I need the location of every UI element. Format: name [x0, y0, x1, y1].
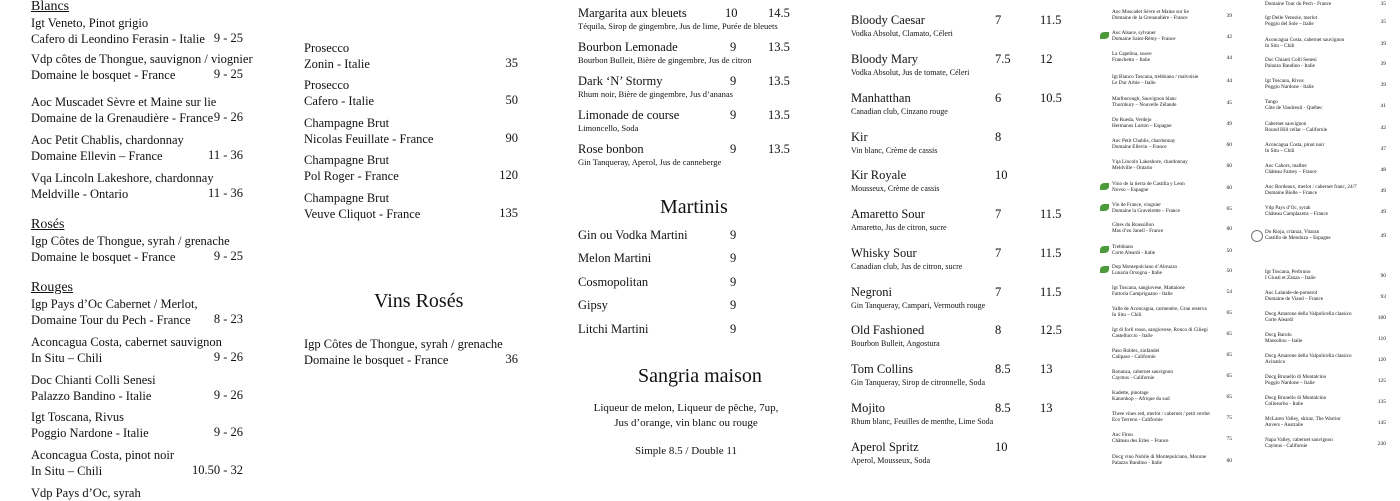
cocktail-name: Bloody Mary — [851, 52, 919, 66]
cocktail-name: Rose bonbon — [578, 142, 644, 156]
wine-name: Valle de Aconcagua, carmenère, Gran reserva — [1112, 306, 1207, 312]
wine-producer: Corte Aleardi - Italie — [1112, 250, 1156, 256]
cocktail-name: Tom Collins — [851, 362, 913, 376]
cocktail-ingredients: Gin Tanqueray, Sirop de citronnelle, Soda — [851, 378, 986, 387]
cocktail-price-double: 12.5 — [1040, 323, 1062, 337]
section-title-vins-roses: Vins Rosés — [374, 290, 464, 312]
wine-name: Aoc Muscadet Sèvre et Maine sur lie — [31, 95, 217, 109]
wine-producer: Poggio del Sole – Italie — [1265, 21, 1314, 27]
wine-price: 75 — [1226, 415, 1232, 421]
wine-price: 110 — [1377, 336, 1386, 342]
cocktail-price-single: 7 — [995, 285, 1002, 299]
wine-name: Aoc Alsace, sylvaner — [1112, 30, 1156, 36]
section-title-blancs: Blancs — [31, 0, 70, 14]
wine-price: 35 — [1380, 1, 1386, 7]
wine-price: 49 — [1380, 233, 1386, 239]
wine-name: Vdp côtes de Thongue, sauvignon / viognier — [31, 52, 253, 66]
wine-price: 54 — [1226, 289, 1232, 295]
martini-name: Melon Martini — [578, 251, 652, 265]
wine-price: 49 — [1226, 121, 1232, 127]
wine-name: Igp Pays d’Oc Cabernet / Merlot, — [31, 297, 198, 311]
martini-name: Gin ou Vodka Martini — [578, 228, 688, 242]
cocktail-ingredients: Canadian club, Jus de citron, sucre — [851, 262, 963, 271]
wine-price: 39 — [1226, 13, 1232, 19]
cocktail-ingredients: Aperol, Mousseux, Soda — [851, 456, 931, 465]
wine-producer: Poggio Nardone - Italie — [1265, 84, 1314, 90]
wine-producer: Hermanos Lurton – Espagne — [1112, 123, 1172, 129]
bubbly-producer: Pol Roger - France — [304, 169, 399, 183]
cocktail-price-single: 7 — [995, 246, 1002, 260]
wine-price: 80 — [1226, 458, 1232, 464]
wine-producer: In Situ – Chili — [1112, 312, 1142, 318]
wine-price: 60 — [1226, 142, 1232, 148]
cocktail-ingredients: Rhum noir, Bière de gingembre, Jus d’ananas — [578, 89, 733, 99]
wine-price: 44 — [1226, 55, 1232, 61]
wine-price: 42 — [1226, 34, 1232, 40]
wine-name: Igp Côtes de Thongue, syrah / grenache — [304, 337, 503, 351]
wine-producer: In Situ – Chili — [1265, 148, 1295, 154]
cocktail-name: Whisky Sour — [851, 246, 917, 260]
wine-price: 135 — [1377, 399, 1386, 405]
cocktail-price-double: 13.5 — [768, 74, 790, 88]
wine-name: Aoc Petit Chablis, chardonnay — [31, 133, 184, 147]
wine-price: 35 — [1380, 19, 1386, 25]
wine-producer: Domaine Saint-Rémy - France — [1112, 36, 1176, 42]
bubbly-price: 120 — [499, 168, 518, 182]
wine-producer: In Situ – Chili — [31, 351, 103, 365]
wine-name: Igt Toscana, sangiovese, Mattaione — [1112, 285, 1185, 291]
bubbly-price: 90 — [505, 131, 518, 145]
cocktail-price-double: 13.5 — [768, 142, 790, 156]
wine-producer: Domaine le bosquet - France — [31, 250, 176, 264]
cocktail-name: Mojito — [851, 401, 886, 415]
martini-name: Cosmopolitan — [578, 275, 649, 289]
wine-price: 125 — [1377, 378, 1386, 384]
wine-producer: Franchetto – Italie — [1112, 57, 1151, 63]
wine-name: McLaren Valley, shiraz, The Warrior — [1265, 416, 1341, 422]
wine-name: Docg Brunello di Montalcino — [1265, 374, 1327, 380]
wine-price: 9 - 26 — [213, 350, 243, 364]
cocktail-name: Dark ‘N’ Stormy — [578, 74, 663, 88]
cocktail-price-single: 9 — [730, 40, 737, 54]
section-title-roses: Rosés — [31, 217, 65, 232]
cocktail-name: Negroni — [851, 285, 892, 299]
wine-price: 50 — [1226, 268, 1232, 274]
wine-producer: Eco Terreno - Californie — [1112, 417, 1163, 423]
bubbly-name: Champagne Brut — [304, 116, 390, 130]
wine-name: Aconcagua Costa, cabernet sauvignon — [1265, 37, 1345, 43]
wine-producer: Domaine Bielle – France — [1265, 190, 1318, 196]
wine-name: Aoc Fitou — [1112, 432, 1133, 438]
wine-name: Igt Veneto, Pinot grigio — [31, 16, 149, 30]
cocktail-price-double: 11.5 — [1040, 13, 1062, 27]
wine-name: Docg Amarone della Valpolicella classico — [1265, 311, 1352, 317]
bubbly-price: 50 — [505, 93, 518, 107]
wine-name: Docg Amarone della Valpolicella classico — [1265, 353, 1352, 359]
wine-price: 65 — [1226, 331, 1232, 337]
cocktail-ingredients: Vodka Absolut, Clamato, Céleri — [851, 29, 953, 38]
wine-price: 39 — [1380, 61, 1386, 67]
wine-price: 65 — [1226, 206, 1232, 212]
wine-producer: Massolino – Italie — [1265, 338, 1303, 344]
cocktail-price-double: 13 — [1040, 401, 1053, 415]
wine-producer: Domaine Ellevin – France — [1112, 144, 1167, 150]
wine-price: 11 - 36 — [208, 148, 243, 162]
cocktail-price-double: 11.5 — [1040, 246, 1062, 260]
cocktail-price-single: 9 — [730, 74, 737, 88]
wine-producer: Le Dur Arbie – Italie — [1112, 80, 1156, 86]
cocktail-price-single: 8.5 — [995, 362, 1011, 376]
wine-producer: Anvers - Australie — [1265, 422, 1304, 428]
cocktail-name: Aperol Spritz — [851, 440, 919, 454]
wine-price: 9 - 26 — [213, 388, 243, 402]
cocktail-ingredients: Mousseux, Crème de cassis — [851, 184, 940, 193]
cocktail-ingredients: Bourbon Bulleit, Angostura — [851, 339, 940, 348]
cocktail-ingredients: Bourbon Bulleit, Bière de gingembre, Jus de citron — [578, 55, 752, 65]
organic-leaf-icon — [1100, 32, 1109, 39]
wine-name: Vino de la tierra de Castilla y Leon — [1112, 181, 1185, 187]
cocktail-price-single: 7 — [995, 207, 1002, 221]
cocktail-ingredients: Vodka Absolut, Jus de tomate, Céleri — [851, 68, 970, 77]
sangria-ingredients-2: Jus d’orange, vin blanc ou rouge — [614, 417, 758, 429]
wine-price: 48 — [1380, 167, 1386, 173]
bubbly-name: Prosecco — [304, 78, 350, 92]
wine-name: Napa Valley, cabernet sauvignon — [1265, 437, 1333, 443]
wine-price: 90 — [1380, 273, 1386, 279]
wine-producer: Poggio Nardone - Italie — [31, 426, 149, 440]
cocktail-price-single: 8.5 — [995, 401, 1011, 415]
cocktail-name: Manhatthan — [851, 91, 911, 105]
wine-name: Aoc Bordeaux, merlot / cabernet franc, 24/7 — [1265, 184, 1357, 190]
cocktail-ingredients: Gin Tanqueray, Campari, Vermouth rouge — [851, 301, 986, 310]
wine-name: Do Rueda, Verdejo — [1112, 117, 1152, 123]
cocktail-name: Kir Royale — [851, 168, 907, 182]
wine-price: 9 - 26 — [213, 425, 243, 439]
martini-name: Litchi Martini — [578, 322, 649, 336]
wine-price: 60 — [1226, 163, 1232, 169]
wine-name: Marlborough, Sauvignon blanc — [1112, 96, 1177, 102]
wine-name: Kadette, pinotage — [1112, 390, 1149, 396]
cocktail-name: Margarita aux bleuets — [578, 6, 687, 20]
martini-price: 9 — [730, 251, 737, 265]
wine-name: Doc Chianti Colli Senesi — [31, 373, 156, 387]
section-title-rouges: Rouges — [31, 280, 73, 295]
wine-producer: Novso – Espagne — [1112, 187, 1149, 193]
bubbly-price: 135 — [499, 206, 518, 220]
wine-producer: Domaine la Graveirette – France — [1112, 208, 1180, 214]
wine-price: 65 — [1226, 352, 1232, 358]
cocktail-ingredients: Rhum blanc, Feuilles de menthe, Lime Soda — [851, 417, 994, 426]
wine-producer: Meldville - Ontario — [1112, 165, 1153, 171]
wine-name: Docg vino Nobile di Montepulciano, Morone — [1112, 454, 1207, 460]
martini-price: 9 — [730, 275, 737, 289]
cocktail-price-double: 11.5 — [1040, 285, 1062, 299]
wine-producer: Palazzo Bandino - Italie — [1265, 63, 1315, 69]
bubbly-producer: Veuve Cliquot - France — [304, 207, 421, 221]
wine-price: 65 — [1226, 310, 1232, 316]
wine-name: Paso Robles, zinfandel — [1112, 348, 1160, 354]
wine-producer: Round Hill cellar – Californie — [1265, 127, 1328, 133]
wine-producer: Collosorbo - Italie — [1265, 401, 1304, 407]
cocktail-price-double: 11.5 — [1040, 207, 1062, 221]
wine-producer: Corte Aleardi — [1265, 317, 1294, 323]
wine-price: 10.50 - 32 — [191, 463, 243, 477]
bubbly-name: Champagne Brut — [304, 153, 390, 167]
wine-name: Aconcagua Costa, pinot noir — [1265, 142, 1325, 148]
cocktail-ingredients: Limoncello, Soda — [578, 123, 639, 133]
wine-name: Vdp Pays d’Oc, syrah — [1265, 205, 1311, 211]
wine-producer: Château Camplazens – France — [1265, 211, 1328, 217]
section-title-sangria: Sangria maison — [638, 365, 762, 387]
wine-producer: In Situ – Chili — [31, 464, 103, 478]
wine-producer: Palazzo Bandino - Italie — [1112, 460, 1162, 466]
wine-price: 93 — [1380, 294, 1386, 300]
cocktail-ingredients: Gin Tanqueray, Aperol, Jus de canneberge — [578, 157, 722, 167]
wine-producer: Domaine de la Grenaudière - France — [31, 111, 214, 125]
wine-producer: Côte de Vaudreuil - Québec — [1265, 105, 1323, 111]
sangria-ingredients: Liqueur de melon, Liqueur de pêche, 7up, — [593, 402, 779, 414]
wine-price: 8 - 23 — [213, 312, 243, 326]
wine-name: Aoc Muscadet Sèvre et Maine sur lie — [1112, 9, 1189, 15]
wine-name: Do Rioja, crianza, Vitaran — [1265, 229, 1320, 235]
wine-price: 75 — [1226, 436, 1232, 442]
cocktail-price-single: 10 — [725, 6, 738, 20]
cocktail-price-single: 9 — [730, 108, 737, 122]
wine-name: Igt Toscana, Perbruno — [1265, 269, 1311, 275]
cocktail-price-single: 8 — [995, 323, 1002, 337]
wine-name: Vqa Lincoln Lakeshore, chardonnay — [1112, 159, 1188, 165]
wine-price: 36 — [505, 352, 518, 366]
cocktail-name: Limonade de course — [578, 108, 680, 122]
wine-price: 65 — [1226, 373, 1232, 379]
wine-producer: Mas d’en Janeil - France — [1112, 228, 1164, 234]
wine-name: Igt Toscana, Rivus — [1265, 78, 1304, 84]
wine-name: Aoc Petit Chablis, chardonnay — [1112, 138, 1176, 144]
sustainable-ring-icon — [1251, 230, 1263, 242]
cocktail-price-single: 7 — [995, 13, 1002, 27]
wine-name: Côtes du Roussillon — [1112, 222, 1154, 228]
organic-leaf-icon — [1100, 204, 1109, 211]
wine-producer: Fattoria Campriguano - Italie — [1112, 291, 1173, 297]
wine-price: 39 — [1380, 41, 1386, 47]
cocktail-name: Old Fashioned — [851, 323, 925, 337]
cocktail-price-single: 7.5 — [995, 52, 1011, 66]
bubbly-producer: Cafero - Italie — [304, 94, 375, 108]
bubbly-name: Prosecco — [304, 41, 350, 55]
cocktail-name: Bloody Caesar — [851, 13, 925, 27]
wine-name: Bonanza, cabernet sauvignon — [1112, 369, 1173, 375]
wine-producer: Caymus - Californie — [1265, 443, 1308, 449]
wine-producer: Lunaria Orsogna - Italie — [1112, 270, 1162, 276]
wine-producer: Castillo de Mendoza – Espagne — [1265, 235, 1331, 241]
wine-price: 65 — [1226, 394, 1232, 400]
wine-price: 80 — [1226, 226, 1232, 232]
wine-producer: Caymus - Californie — [1112, 375, 1155, 381]
wine-price: 60 — [1226, 185, 1232, 191]
wine-price: 49 — [1380, 188, 1386, 194]
wine-producer: Cafero di Leondino Ferasin - Italie — [31, 32, 205, 46]
bubbly-price: 35 — [505, 56, 518, 70]
wine-price: 39 — [1380, 82, 1386, 88]
bubbly-producer: Zonin - Italie — [304, 57, 370, 71]
martini-price: 9 — [730, 322, 737, 336]
wine-name: Vin de France, viognier — [1112, 202, 1161, 208]
wine-name: Aconcagua Costa, pinot noir — [31, 448, 175, 462]
wine-name: Three vines red, merlot / cabernet / petit verdot — [1112, 411, 1210, 417]
cocktail-price-double: 13.5 — [768, 40, 790, 54]
wine-name: Dop Montepulciano d’Abruzzo — [1112, 264, 1178, 270]
wine-producer: Poggio Nardone – Italie — [1265, 380, 1315, 386]
wine-name: Igt di forli rosso, sangiovese, Ronco di Ciliegi — [1112, 327, 1208, 333]
wine-producer: Domaine le bosquet - France — [31, 68, 176, 82]
section-title-martinis: Martinis — [660, 196, 728, 218]
wine-price: 45 — [1226, 100, 1232, 106]
cocktail-price-single: 8 — [995, 130, 1002, 144]
wine-price: 9 - 26 — [213, 110, 243, 124]
wine-producer: Domaine le bosquet - France — [304, 353, 449, 367]
cocktail-name: Bourbon Lemonade — [578, 40, 678, 54]
organic-leaf-icon — [1100, 183, 1109, 190]
wine-producer: Domaine Tour du Pech - France — [31, 313, 191, 327]
wine-price: 120 — [1377, 357, 1386, 363]
wine-name: Docg Barolo — [1265, 332, 1292, 338]
wine-name: Igt Toscana, Rivus — [31, 410, 124, 424]
cocktail-price-single: 9 — [730, 142, 737, 156]
wine-name: Vdp Pays d’Oc, syrah — [31, 486, 141, 500]
cocktail-price-double: 13 — [1040, 362, 1053, 376]
cocktail-price-double: 14.5 — [768, 6, 790, 20]
wine-name: Aoc Lalande-de-pomerol — [1265, 290, 1318, 296]
wine-name: Aconcagua Costa, cabernet sauvignon — [31, 335, 222, 349]
cocktail-ingredients: Vin blanc, Crème de cassis — [851, 146, 938, 155]
wine-name: Tango — [1265, 99, 1278, 105]
cocktail-ingredients: Amaretto, Jus de citron, sucre — [851, 223, 947, 232]
wine-producer: In Situ – Chili — [1265, 43, 1295, 49]
wine-price: 9 - 25 — [213, 67, 243, 81]
wine-price: 47 — [1380, 146, 1386, 152]
martini-name: Gipsy — [578, 298, 608, 312]
wine-producer: I Giusti et Zanza – Italie — [1265, 275, 1316, 281]
wine-price: 11 - 36 — [208, 186, 243, 200]
cocktail-ingredients: Canadian club, Cinzano rouge — [851, 107, 948, 116]
cocktail-ingredients: Téquila, Sirop de gingembre, Jus de lime, Purée de bleuets — [578, 21, 778, 31]
wine-price: 41 — [1380, 103, 1386, 109]
wine-name: Cabernet sauvignon — [1265, 121, 1307, 127]
wine-name: La Capelina, soave — [1112, 51, 1152, 57]
wine-name: Docg Brunello di Montalcino — [1265, 395, 1327, 401]
organic-leaf-icon — [1100, 246, 1109, 253]
wine-producer: Castelluccio - Italie — [1112, 333, 1153, 339]
cocktail-price-double: 12 — [1040, 52, 1053, 66]
wine-price: 9 - 25 — [213, 249, 243, 263]
wine-price: 44 — [1226, 78, 1232, 84]
wine-name: Igp Côtes de Thongue, syrah / grenache — [31, 234, 230, 248]
cocktail-name: Kir — [851, 130, 868, 144]
cocktail-price-double: 13.5 — [768, 108, 790, 122]
wine-price: 42 — [1380, 125, 1386, 131]
wine-price: 100 — [1377, 315, 1386, 321]
wine-name: Vqa Lincoln Lakeshore, chardonnay — [31, 171, 214, 185]
martini-price: 9 — [730, 228, 737, 242]
cocktail-price-single: 10 — [995, 440, 1008, 454]
wine-name: Trebbiano — [1112, 244, 1134, 250]
wine-producer: Château Famey – France — [1265, 169, 1317, 175]
wine-producer: Domaine de Viaud – France — [1265, 296, 1324, 302]
cocktail-price-single: 6 — [995, 91, 1002, 105]
wine-name: Igt Bianco Toscana, trebbiano / malvoisie — [1112, 74, 1199, 80]
wine-producer: Calipaso - Californie — [1112, 354, 1156, 360]
cocktail-name: Amaretto Sour — [851, 207, 925, 221]
wine-producer: Acinatico — [1265, 359, 1286, 365]
sangria-price: Simple 8.5 / Double 11 — [635, 445, 737, 457]
martini-price: 9 — [730, 298, 737, 312]
cocktail-price-single: 10 — [995, 168, 1008, 182]
wine-price: 230 — [1377, 441, 1386, 447]
bubbly-producer: Nicolas Feuillate - France — [304, 132, 434, 146]
bubbly-name: Champagne Brut — [304, 191, 390, 205]
wine-producer: Domaine de la Grenaudière - France — [1112, 15, 1188, 21]
organic-leaf-icon — [1100, 266, 1109, 273]
wine-name: Doc Chianti Colli Senesi — [1265, 57, 1317, 63]
wine-price: 49 — [1380, 209, 1386, 215]
wine-producer: Domaine Ellevin – France — [31, 149, 163, 163]
wine-name: Aoc Cahors, malbec — [1265, 163, 1308, 169]
wine-price: 9 - 25 — [213, 31, 243, 45]
wine-producer: Meldville - Ontario — [31, 187, 129, 201]
wine-name: Igt Delle Venezie, merlot — [1265, 15, 1318, 21]
wine-producer: Château des Erles – France — [1112, 438, 1169, 444]
wine-producer: Kanonkop – Afrique du sud — [1112, 396, 1170, 402]
wine-price: 50 — [1226, 248, 1232, 254]
wine-producer: Palazzo Bandino - Italie — [31, 389, 152, 403]
wine-producer: Thornbury – Nouvelle Zélande — [1112, 102, 1177, 108]
wine-name: Domaine Tour du Pech - France — [1265, 1, 1332, 7]
cocktail-price-double: 10.5 — [1040, 91, 1062, 105]
wine-price: 145 — [1377, 420, 1386, 426]
